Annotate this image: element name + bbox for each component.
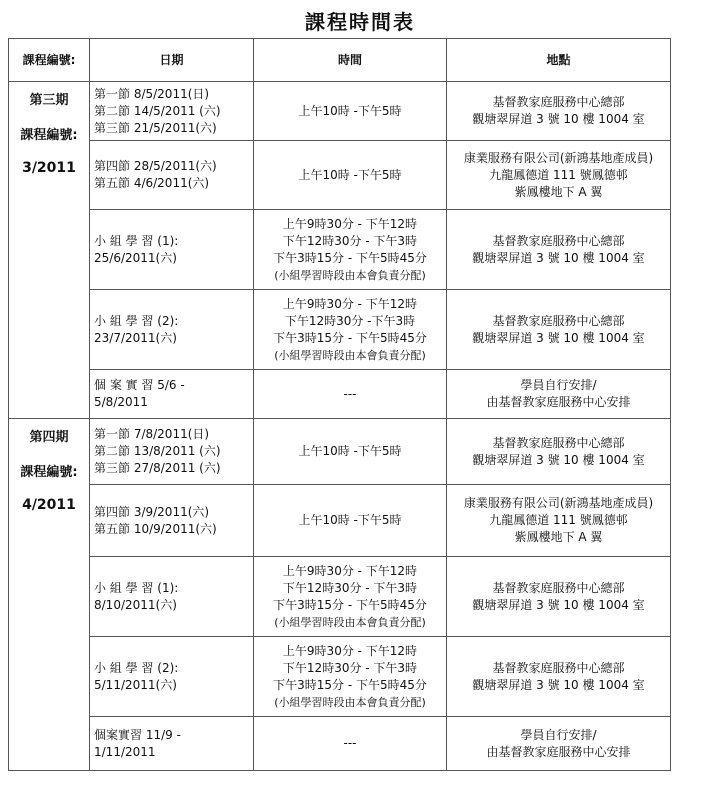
- time-line: 上午10時 -下午5時: [298, 103, 402, 118]
- venue-line: 基督教家庭服務中心總部: [492, 580, 625, 595]
- venue-line: 基督教家庭服務中心總部: [492, 233, 625, 248]
- time-cell: [254, 557, 447, 637]
- table-row: [9, 290, 671, 370]
- date-line: 第二節 13/8/2011 (六): [94, 444, 221, 458]
- venue-line: 學員自行安排/: [520, 378, 597, 392]
- venue-cell: [447, 290, 671, 370]
- venue-line: 紫鳳樓地下 A 翼: [514, 184, 603, 199]
- term-cell: [9, 82, 90, 419]
- table-row: [9, 141, 671, 210]
- time-line: 上午9時30分 - 下午12時: [282, 296, 418, 311]
- time-line: (小組學習時段由本會負責分配): [274, 615, 426, 629]
- date-line: 第五節 4/6/2011(六): [94, 176, 210, 190]
- date-cell: [90, 637, 254, 717]
- time-line: ---: [343, 736, 357, 750]
- date-line: 第三節 27/8/2011 (六): [94, 461, 221, 475]
- table-row: [9, 210, 671, 290]
- date-line: 23/7/2011(六): [94, 330, 177, 345]
- time-line: (小組學習時段由本會負責分配): [274, 695, 426, 709]
- venue-line: 觀塘翠屏道 3 號 10 樓 1004 室: [472, 112, 645, 126]
- date-line: 第四節 3/9/2011(六): [94, 504, 210, 519]
- venue-line: 學員自行安排/: [520, 727, 597, 742]
- date-line: 5/11/2011(六): [94, 677, 177, 692]
- time-line: 上午9時30分 - 下午12時: [282, 643, 418, 658]
- time-line: 上午10時 -下午5時: [298, 444, 402, 458]
- venue-cell: [447, 717, 671, 771]
- date-line: 第二節 14/5/2011 (六): [94, 103, 221, 118]
- date-line: 25/6/2011(六): [94, 250, 177, 265]
- schedule-body: [9, 82, 671, 771]
- time-line: 下午12時30分 - 下午3時: [282, 660, 418, 675]
- term-name: 第三期: [29, 93, 69, 108]
- venue-cell: [447, 419, 671, 485]
- date-line: 個案實習 11/9 -: [94, 727, 181, 742]
- date-line: 第四節 28/5/2011(六): [94, 159, 217, 173]
- date-line: 5/8/2011: [94, 395, 148, 409]
- venue-cell: [447, 557, 671, 637]
- time-line: 上午9時30分 - 下午12時: [282, 563, 418, 578]
- time-line: 下午3時15分 - 下午5時45分: [273, 330, 427, 345]
- venue-cell: [447, 82, 671, 141]
- venue-cell: [447, 485, 671, 557]
- time-cell: [254, 141, 447, 210]
- time-line: (小組學習時段由本會負責分配): [274, 348, 426, 362]
- venue-line: 紫鳳樓地下 A 翼: [514, 530, 603, 544]
- date-line: 第三節 21/5/2011(六): [94, 120, 217, 135]
- venue-line: 基督教家庭服務中心總部: [492, 660, 625, 675]
- date-line: 小 組 學 習 (2):: [94, 660, 179, 675]
- venue-cell: [447, 370, 671, 419]
- course-code-label: 課程編號:: [20, 128, 78, 143]
- date-cell: [90, 290, 254, 370]
- date-line: 小 組 學 習 (1):: [94, 233, 179, 248]
- course-code: 4/2011: [22, 497, 76, 513]
- date-line: 8/10/2011(六): [94, 597, 177, 612]
- header-row: [9, 39, 671, 82]
- time-line: 下午3時15分 - 下午5時45分: [273, 250, 427, 265]
- venue-cell: [447, 210, 671, 290]
- venue-line: 基督教家庭服務中心總部: [492, 435, 625, 450]
- table-row: [9, 370, 671, 419]
- date-cell: [90, 370, 254, 419]
- table-row: [9, 485, 671, 557]
- time-cell: [254, 485, 447, 557]
- venue-line: 九龍鳳德道 111 號鳳德邨: [489, 513, 628, 527]
- time-line: 上午10時 -下午5時: [298, 167, 402, 182]
- date-cell: [90, 141, 254, 210]
- date-cell: [90, 210, 254, 290]
- date-line: 第五節 10/9/2011(六): [94, 521, 217, 536]
- date-line: 小 組 學 習 (1):: [94, 580, 179, 595]
- time-cell: [254, 637, 447, 717]
- table-row: [9, 717, 671, 771]
- date-cell: [90, 419, 254, 485]
- time-cell: [254, 210, 447, 290]
- time-line: 下午12時30分 - 下午3時: [282, 580, 418, 595]
- date-cell: [90, 717, 254, 771]
- venue-line: 觀塘翠屏道 3 號 10 樓 1004 室: [472, 330, 645, 345]
- time-line: 上午9時30分 - 下午12時: [282, 216, 418, 231]
- time-cell: [254, 370, 447, 419]
- time-line: 下午3時15分 - 下午5時45分: [273, 677, 427, 692]
- table-row: [9, 637, 671, 717]
- date-line: 第一節 7/8/2011(日): [94, 427, 210, 441]
- time-cell: [254, 82, 447, 141]
- date-cell: [90, 485, 254, 557]
- page-title: 課程時間表: [305, 10, 415, 34]
- time-line: 下午3時15分 - 下午5時45分: [273, 597, 427, 612]
- venue-line: 觀塘翠屏道 3 號 10 樓 1004 室: [472, 452, 645, 467]
- venue-line: 觀塘翠屏道 3 號 10 樓 1004 室: [472, 677, 645, 692]
- header-time: 時間: [254, 39, 447, 82]
- date-cell: [90, 82, 254, 141]
- header-date: 日期: [90, 39, 254, 82]
- date-cell: [90, 557, 254, 637]
- term-name: 第四期: [29, 430, 69, 445]
- venue-line: 觀塘翠屏道 3 號 10 樓 1004 室: [472, 250, 645, 265]
- venue-line: 基督教家庭服務中心總部: [492, 313, 625, 328]
- time-cell: [254, 717, 447, 771]
- venue-line: 康業服務有限公司(新鴻基地產成員): [463, 496, 654, 510]
- table-row: [9, 557, 671, 637]
- time-line: (小組學習時段由本會負責分配): [274, 268, 426, 282]
- venue-cell: [447, 637, 671, 717]
- header-venue: 地點: [447, 39, 671, 82]
- venue-line: 康業服務有限公司(新鴻基地產成員): [463, 150, 654, 165]
- time-cell: [254, 290, 447, 370]
- time-cell: [254, 419, 447, 485]
- venue-line: 由基督教家庭服務中心安排: [486, 744, 631, 759]
- venue-line: 九龍鳳德道 111 號鳳德邨: [489, 167, 628, 182]
- table-row: [9, 82, 671, 141]
- header-course-code: 課程編號:: [9, 39, 90, 82]
- venue-line: 觀塘翠屏道 3 號 10 樓 1004 室: [472, 597, 645, 612]
- term-cell: [9, 419, 90, 771]
- date-line: 小 組 學 習 (2):: [94, 313, 179, 328]
- date-line: 1/11/2011: [94, 744, 156, 759]
- time-line: 上午10時 -下午5時: [298, 513, 402, 527]
- date-line: 個 案 實 習 5/6 -: [94, 378, 185, 392]
- venue-line: 基督教家庭服務中心總部: [492, 95, 625, 109]
- time-line: 下午12時30分 -下午3時: [284, 313, 416, 328]
- time-line: 下午12時30分 - 下午3時: [282, 233, 418, 248]
- course-code-label: 課程編號:: [20, 465, 78, 480]
- course-code: 3/2011: [22, 160, 76, 176]
- date-line: 第一節 8/5/2011(日): [94, 86, 210, 101]
- time-line: ---: [343, 386, 357, 401]
- venue-cell: [447, 141, 671, 210]
- schedule-table: [8, 38, 671, 771]
- table-row: [9, 419, 671, 485]
- venue-line: 由基督教家庭服務中心安排: [486, 395, 631, 409]
